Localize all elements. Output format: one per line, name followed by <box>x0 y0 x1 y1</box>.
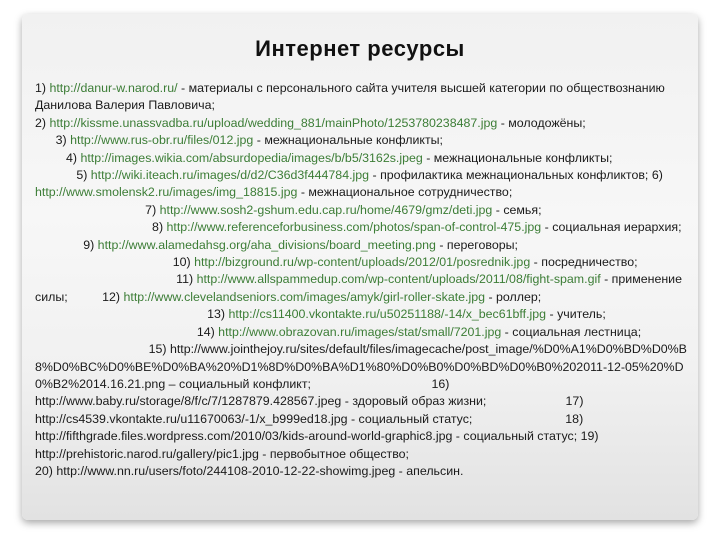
ref-7-link[interactable]: http://www.sosh2-gshum.edu.cap.ru/home/4679/gmz/deti.jpg <box>159 202 493 217</box>
ref-14-description: - социальная лестница; <box>501 324 642 339</box>
ref-9-description: - переговоры; <box>435 237 518 252</box>
ref-9-link[interactable]: http://www.alamedahsg.org/aha_divisions/board_meeting.png <box>97 237 436 252</box>
ref-4-number: 4) <box>65 150 81 165</box>
page-title: Интернет ресурсы <box>255 36 465 61</box>
ref-4-link[interactable]: http://images.wikia.com/absurdopedia/images/b/b5/3162s.jpeg <box>80 150 423 165</box>
ref-15-text: http://www.jointhejoy.ru/sites/default/files/imagecache/post_image/%D0%A1%D0%BD%D0%B8%D0%BC%D0%BE%D0%BA%20%D1%8D%D0%BA%D1%80%D0%B0%D0%BD%D0%B0%202011-12-05%20%D0%B2%2014.16.21.png – социальный конфликт; <box>35 342 687 391</box>
ref-2-number: 2) <box>35 115 50 130</box>
ref-7-description: - семья; <box>492 202 542 217</box>
ref-1-number: 1) <box>35 81 50 95</box>
ref-13-description: - учитель; <box>546 307 606 322</box>
slide <box>22 14 698 520</box>
ref-14-link[interactable]: http://www.obrazovan.ru/images/stat/small/7201.jpg <box>218 324 502 339</box>
ref-11-description: - применение силы; <box>35 272 682 304</box>
ref-15-number: 15) <box>148 342 170 357</box>
ref-18-text: 18) http://fifthgrade.files.wordpress.com/2010/03/kids-around-world-graphic8.jpg - социальный статус; <box>35 411 584 444</box>
references-text <box>35 80 687 480</box>
reference-list <box>35 80 687 480</box>
ref-13-link[interactable]: http://cs11400.vkontakte.ru/u50251188/-14/x_bec61bff.jpg <box>228 307 547 322</box>
ref-8-description: - социальная иерархия; <box>541 220 682 235</box>
ref-4-description: - межнациональные конфликты; <box>422 150 613 165</box>
ref-1-link[interactable]: http://danur-w.narod.ru/ <box>49 81 178 95</box>
ref-8-number: 8) <box>152 220 167 235</box>
ref-3-number: 3) <box>55 133 71 148</box>
ref-9-number: 9) <box>83 237 98 252</box>
ref-6-number: 6) <box>651 168 663 183</box>
ref-19-text: 19) http://prehistoric.narod.ru/gallery/pic1.jpg - первобытное общество; <box>35 429 599 461</box>
ref-14-number: 14) <box>196 324 219 339</box>
ref-17-text: 17) http://cs4539.vkontakte.ru/u11670063/-1/x_b999ed18.jpg - социальный статус; <box>35 394 584 426</box>
ref-6-link[interactable]: http://www.smolensk2.ru/images/img_18815.jpg <box>35 185 298 200</box>
ref-12-link[interactable]: http://www.clevelandseniors.com/images/amyk/girl-roller-skate.jpg <box>123 289 486 304</box>
ref-7-number: 7) <box>145 202 160 217</box>
ref-2-link[interactable]: http://kissme.unassvadba.ru/upload/wedding_881/mainPhoto/1253780238487.jpg <box>49 115 498 130</box>
ref-11-number: 11) <box>176 272 197 287</box>
ref-12-number: 12) <box>102 289 124 304</box>
ref-5-link[interactable]: http://wiki.iteach.ru/images/d/d2/C36d3f444784.jpg <box>90 168 370 183</box>
ref-10-description: - посредничество; <box>530 255 638 270</box>
ref-1-description: - материалы с персонального сайта учителя высшей категории по обществознанию Данилова Валерия Павловича; <box>35 81 665 113</box>
ref-3-link[interactable]: http://www.rus-obr.ru/files/012.jpg <box>70 133 254 148</box>
ref-8-link[interactable]: http://www.referenceforbusiness.com/photos/span-of-control-475.jpg <box>166 220 542 235</box>
ref-12-description: - роллер; <box>485 289 542 304</box>
ref-11-link[interactable]: http://www.allspammedup.com/wp-content/uploads/2011/08/fight-spam.gif <box>196 272 601 287</box>
ref-5-number: 5) <box>76 168 91 183</box>
ref-13-number: 13) <box>207 307 229 322</box>
ref-5-description: - профилактика межнациональных конфликтов; <box>369 168 652 183</box>
ref-20-text: 20) http://www.nn.ru/users/foto/244108-2010-12-22-showimg.jpeg - апельсин. <box>35 463 464 478</box>
ref-16-text: 16) http://www.baby.ru/storage/8/f/c/7/1287879.428567.jpeg - здоровый образ жизни; <box>35 376 487 409</box>
ref-10-link[interactable]: http://bizground.ru/wp-content/uploads/2012/01/posrednik.jpg <box>194 255 531 270</box>
ref-2-description: - молодожёны; <box>497 115 586 130</box>
ref-6-description: - межнациональное сотрудничество; <box>297 185 513 200</box>
ref-3-description: - межнациональные конфликты; <box>253 133 443 148</box>
ref-10-number: 10) <box>172 255 195 270</box>
